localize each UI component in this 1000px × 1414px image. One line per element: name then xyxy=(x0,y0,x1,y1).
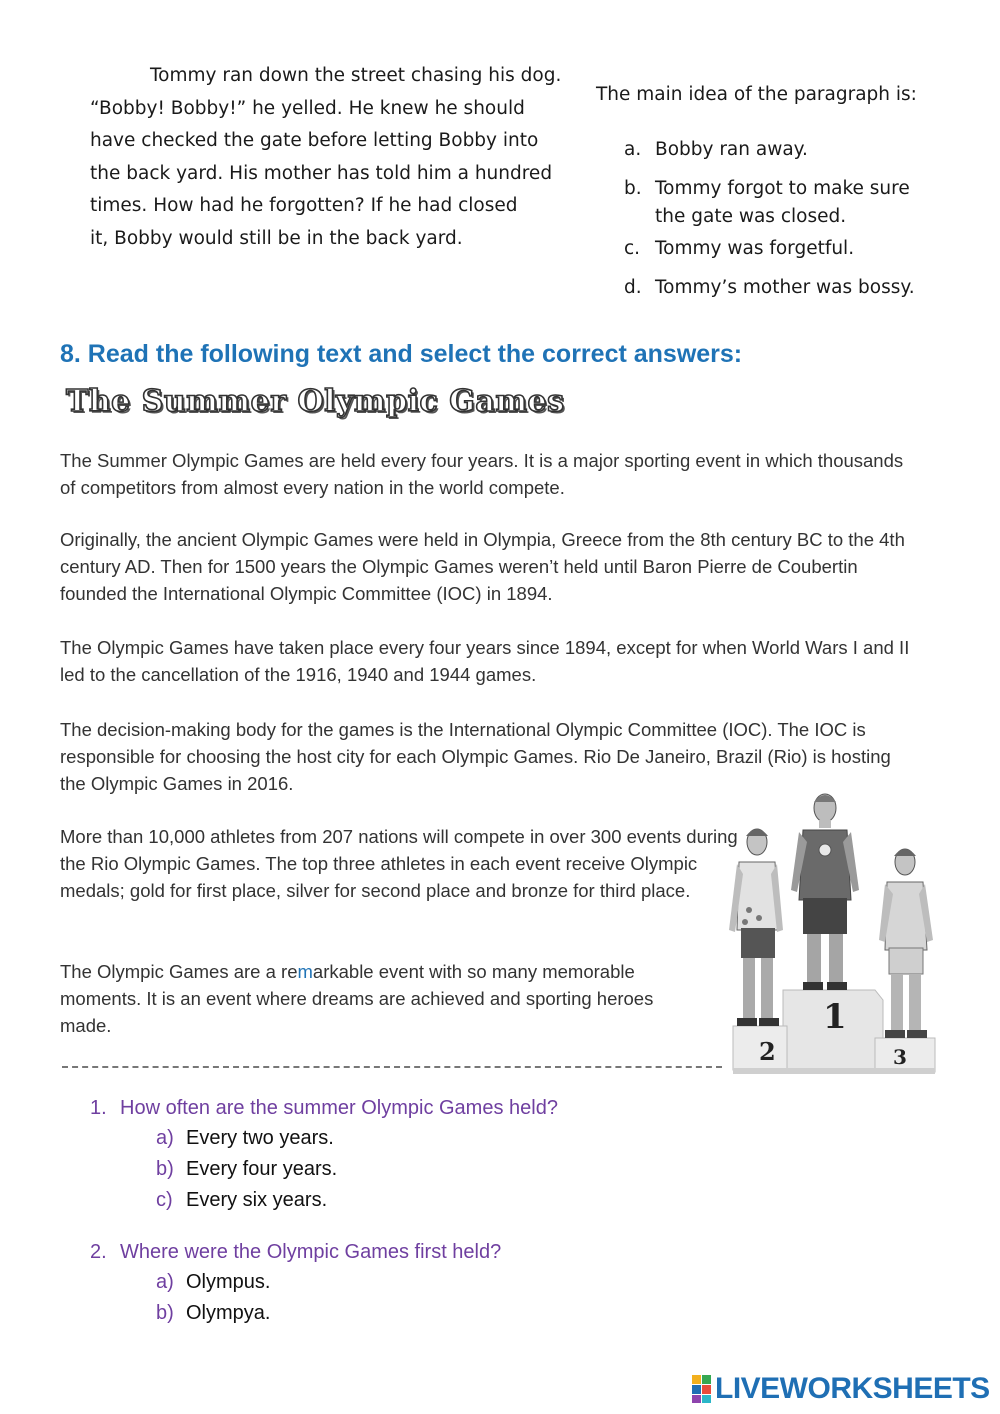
answer-option[interactable] xyxy=(156,1185,890,1216)
answer-option[interactable] xyxy=(156,1123,890,1154)
reading-paragraph-4: The decision-making body for the games is the International Olympic Committee (IOC). The IOC is responsible for choosing the host city for each Olympic Games. Rio De Janeiro, Brazil (Rio) is hosting the Olympic Games in 2016. xyxy=(60,719,891,794)
text-segment: arkable event with so many memorable moments. It is an event where dreams are achieved and sporting heroes made. xyxy=(60,961,654,1036)
question-number: 2. xyxy=(90,1241,107,1263)
option-text: Olympya. xyxy=(186,1302,271,1324)
story-paragraph xyxy=(90,60,570,255)
questions-area xyxy=(90,1093,890,1350)
answer-options xyxy=(156,1267,890,1329)
section-divider xyxy=(62,1066,722,1068)
highlighted-letter: m xyxy=(297,961,313,982)
question-stem xyxy=(90,1093,890,1123)
reading-paragraph-5: More than 10,000 athletes from 207 nations will compete in over 300 events during the Rio Olympic Games. The top three athletes in each event receive Olympic medals; gold for first place, silver for second place and bronze for third place. xyxy=(60,826,738,901)
option-text: Every two years. xyxy=(186,1127,334,1149)
option-letter: b. xyxy=(624,178,642,199)
answer-option[interactable] xyxy=(156,1267,890,1298)
question-text: Where were the Olympic Games first held? xyxy=(120,1241,502,1263)
answer-option[interactable] xyxy=(156,1298,890,1329)
question-1 xyxy=(90,1093,890,1216)
option-letter: a) xyxy=(156,1271,174,1293)
answer-options xyxy=(156,1123,890,1216)
main-idea-option-b xyxy=(624,175,954,231)
option-text: Tommy was forgetful. xyxy=(655,238,855,259)
text-segment: The Olympic Games are a re xyxy=(60,961,298,982)
podium-athletes-image xyxy=(725,790,937,1080)
reading-title: The Summer Olympic Games xyxy=(66,384,565,419)
question-number: 1. xyxy=(90,1097,107,1119)
option-letter: a) xyxy=(156,1127,174,1149)
story-line: it, Bobby would still be in the back yard. xyxy=(90,227,463,249)
podium-illustration xyxy=(725,790,937,1080)
main-idea-option-c xyxy=(624,235,954,263)
athlete-second-place xyxy=(729,829,783,1026)
option-letter: b) xyxy=(156,1158,174,1180)
logo-wordmark: LIVEWORKSHEETS xyxy=(715,1372,990,1405)
athlete-first-place xyxy=(791,794,859,990)
question-2 xyxy=(90,1237,890,1329)
story-line: Tommy ran down the street chasing his dog. xyxy=(150,65,562,86)
main-idea-options xyxy=(624,136,954,313)
option-letter: b) xyxy=(156,1302,174,1324)
reading-paragraph-3: The Olympic Games have taken place every four years since 1894, except for when World Wars I and II led to the cancellation of the 1916, 1940 and 1944 games. xyxy=(60,637,910,685)
podium-first-label: 1 xyxy=(823,997,847,1037)
question-text: How often are the summer Olympic Games held? xyxy=(120,1097,558,1119)
main-idea-option-d xyxy=(624,274,954,302)
reading-paragraph-6 xyxy=(60,958,700,1039)
liveworksheets-logo xyxy=(692,1372,990,1406)
option-text: Every four years. xyxy=(186,1158,338,1180)
reading-paragraph-2: Originally, the ancient Olympic Games were held in Olympia, Greece from the 8th century BC to the 4th century AD. Then for 1500 years the Olympic Games weren’t held until Baron Pierre de Coubertin founded the International Olympic Committee (IOC) in 1894. xyxy=(60,529,905,604)
athlete-third-place xyxy=(879,849,933,1038)
story-line: “Bobby! Bobby!” he yelled. He knew he should xyxy=(90,97,525,119)
podium-third-label: 3 xyxy=(893,1045,907,1069)
liveworksheets-logo-icon xyxy=(692,1375,712,1403)
option-letter: c. xyxy=(624,238,641,259)
story-line: have checked the gate before letting Bobby into xyxy=(90,130,539,151)
main-idea-option-a xyxy=(624,136,954,164)
option-text: Every six years. xyxy=(186,1189,328,1211)
section-heading: 8. Read the following text and select the correct answers: xyxy=(60,340,743,368)
story-line: times. How had he forgotten? If he had closed xyxy=(90,195,518,216)
question-stem xyxy=(90,1237,890,1267)
story-line: the back yard. His mother has told him a hundred xyxy=(90,162,553,184)
option-text: Olympus. xyxy=(186,1271,271,1293)
reading-paragraph-1: The Summer Olympic Games are held every four years. It is a major sporting event in which thousands of competitors from almost every nation in the world compete. xyxy=(60,450,904,498)
main-idea-question: The main idea of the paragraph is: xyxy=(596,84,917,105)
option-letter: d. xyxy=(624,277,642,298)
podium-second-label: 2 xyxy=(759,1037,776,1066)
option-text: Tommy’s mother was bossy. xyxy=(655,277,915,298)
option-text: Tommy forgot to make sure the gate was closed. xyxy=(655,178,910,227)
answer-option[interactable] xyxy=(156,1154,890,1185)
option-text: Bobby ran away. xyxy=(655,139,808,160)
option-letter: c) xyxy=(156,1189,173,1211)
option-letter: a. xyxy=(624,139,642,160)
